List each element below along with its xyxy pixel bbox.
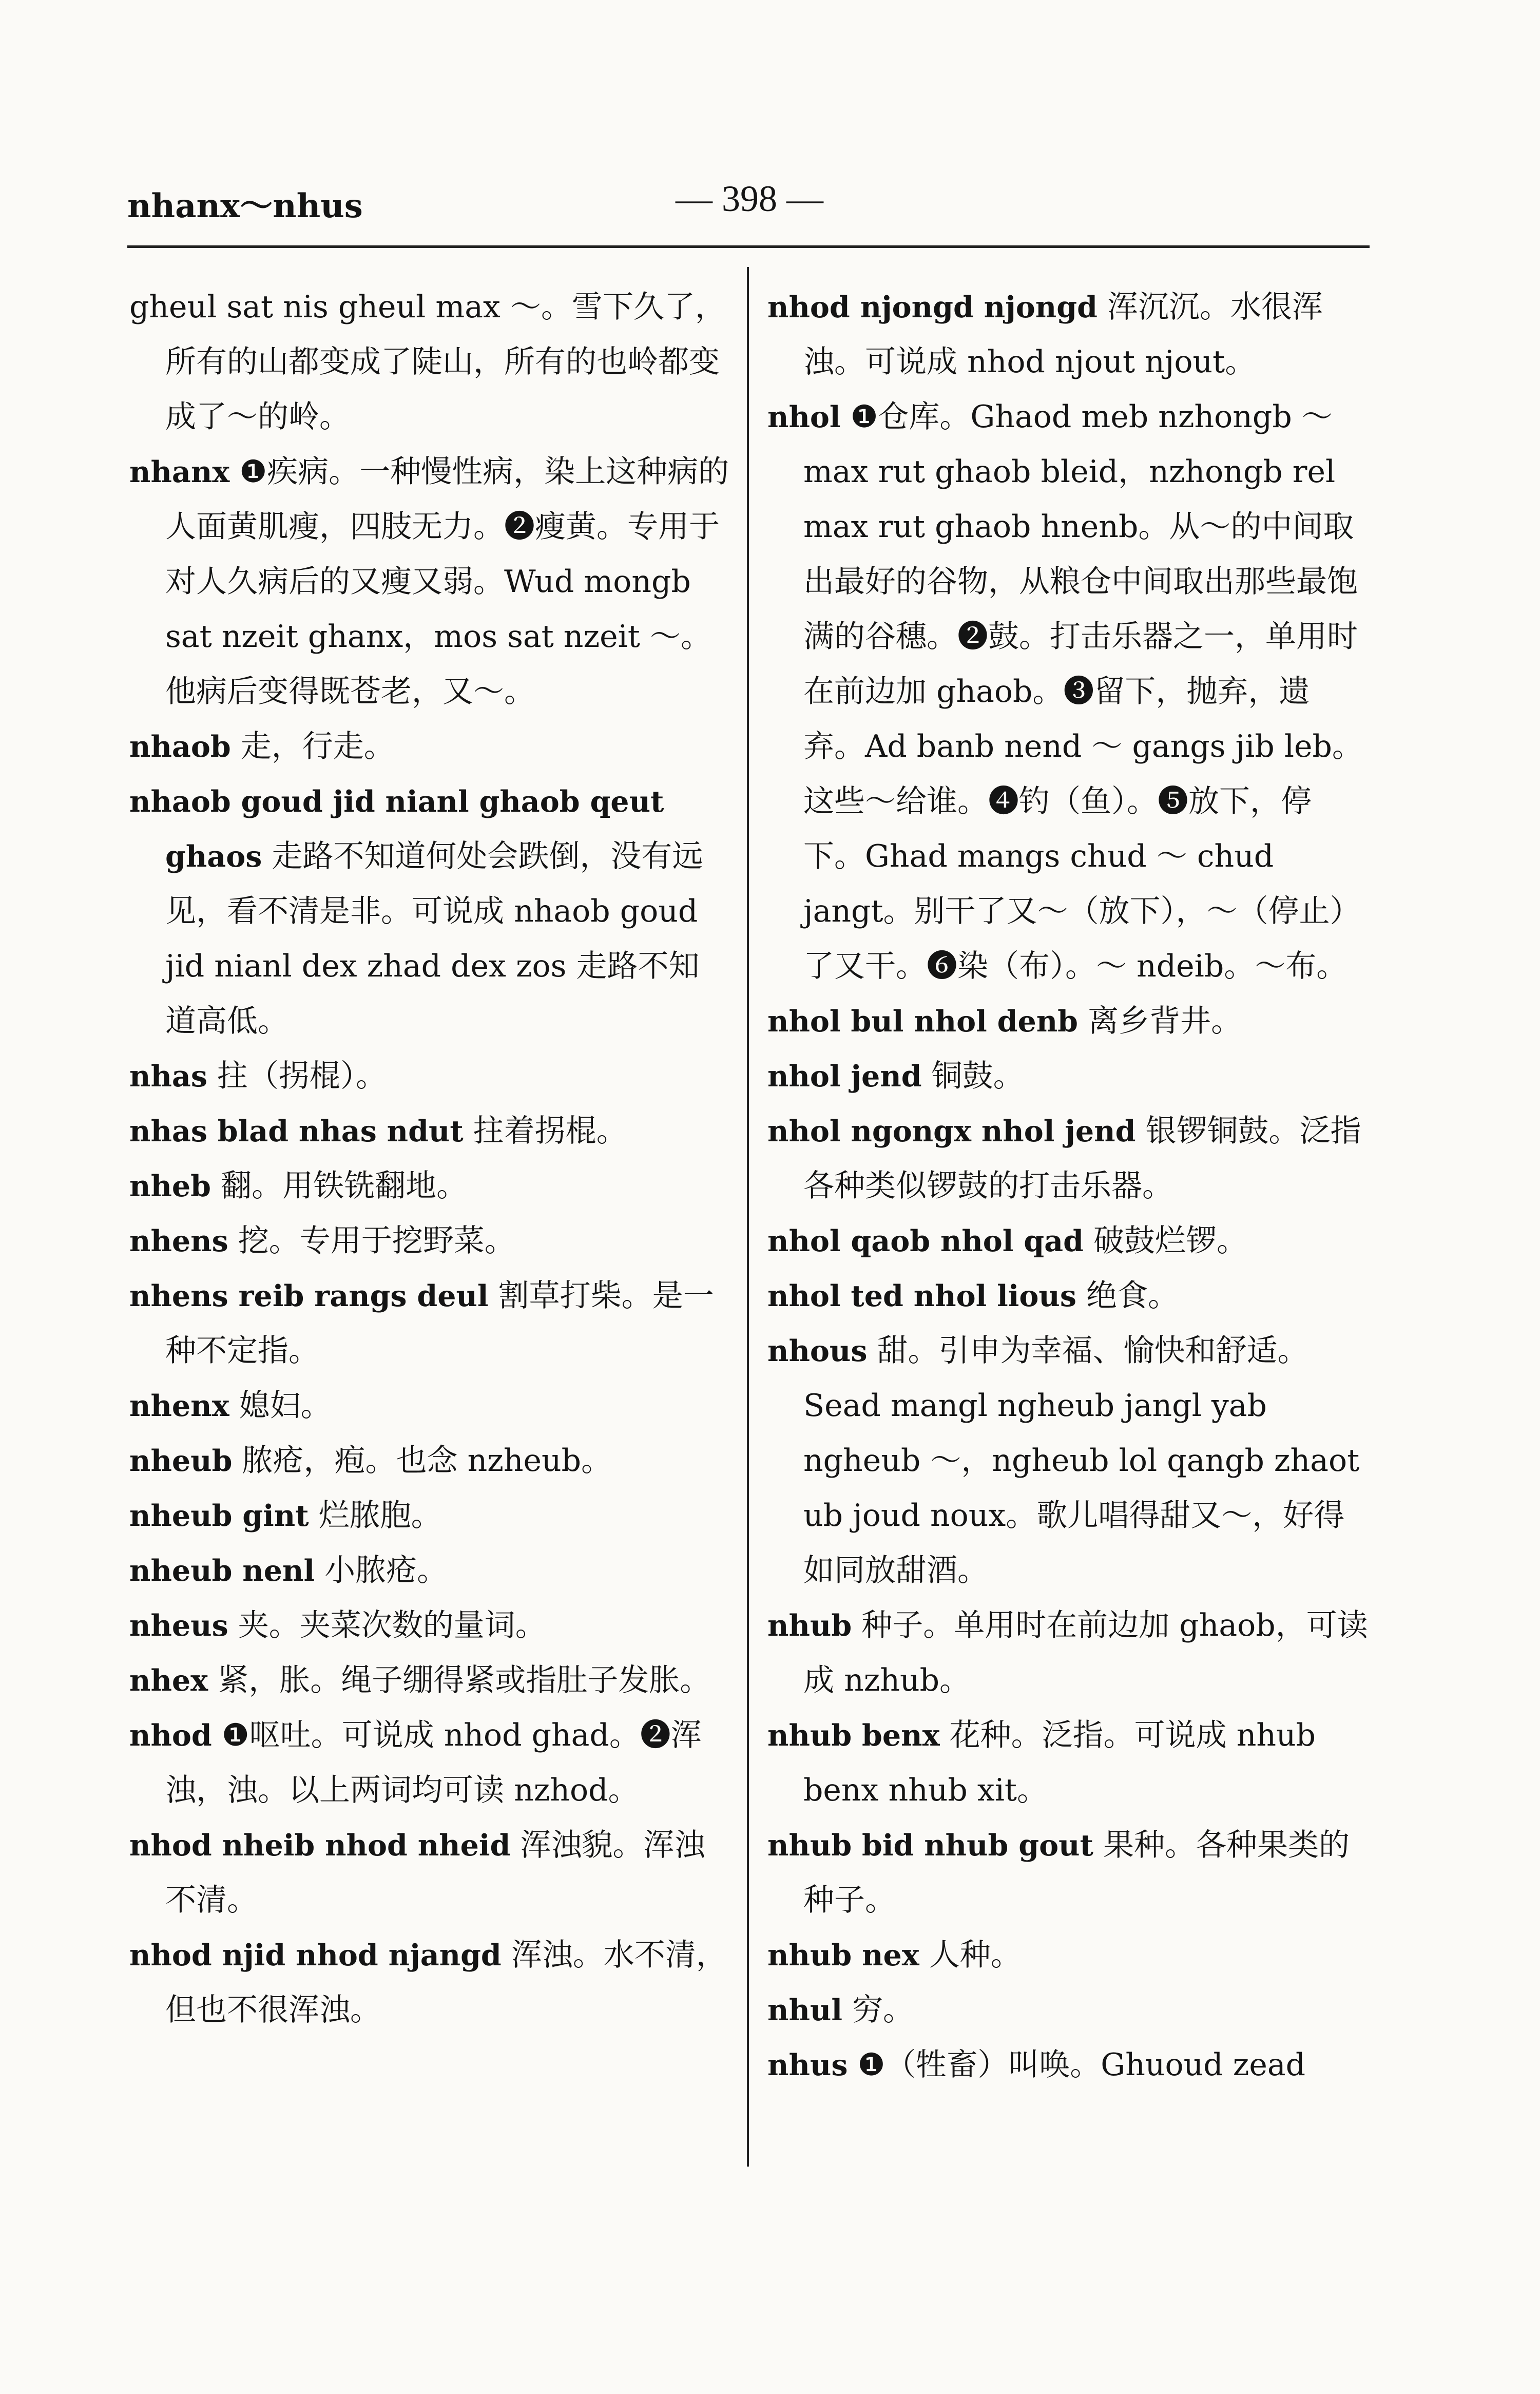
definition: 银锣铜鼓。泛指各种类似锣鼓的打击乐器。 <box>803 1113 1361 1204</box>
headword: nhub benx <box>767 1718 940 1753</box>
headword: nheus <box>129 1608 228 1643</box>
dictionary-entry <box>129 445 730 719</box>
definition: ❶仓库。Ghaod meb nzhongb ～ max rut ghaob bleid，nzhongb rel max rut ghaob hnenb。从～的中间取出最好的谷物，从粮仓中间取出那些最饱满的谷穗。❷鼓。打击乐器之一，单用时在前边加 ghaob。❸留下，抛弃，遗弃。Ad banb nend ～ gangs jib leb。这些～给谁。❹钓（鱼）。❺放下，停下。Ghad mangs chud ～ chud jangt。别干了又～（放下），～（停止）了又干。❻染（布）。～ ndeib。～布。 <box>803 399 1363 984</box>
dictionary-entry <box>767 1324 1368 1598</box>
dictionary-entry <box>129 1214 730 1269</box>
dictionary-entry <box>129 1653 730 1708</box>
dictionary-entry <box>767 280 1368 390</box>
headword: nhenx <box>129 1389 229 1423</box>
dictionary-entry <box>129 1104 730 1159</box>
definition: gheul sat nis gheul max ～。雪下久了，所有的山都变成了陡山，所有的也岭都变成了～的岭。 <box>129 289 726 435</box>
definition: 浑浊。水不清，但也不很浑浊。 <box>165 1937 727 2028</box>
definition: 小脓疮。 <box>324 1553 448 1588</box>
headword: nheub gint <box>129 1499 309 1533</box>
dictionary-entry <box>129 1488 730 1543</box>
headword: nhod njid nhod njangd <box>129 1938 502 1972</box>
headword: nhaob <box>129 730 231 764</box>
right-column <box>767 280 1368 2093</box>
headword: nhol ngongx nhol jend <box>767 1114 1136 1148</box>
definition: 铜鼓。 <box>931 1058 1024 1094</box>
page-number: — 398 — <box>676 178 823 219</box>
definition: 夹。夹菜次数的量词。 <box>238 1607 546 1643</box>
definition: 拄（拐棍）。 <box>217 1058 387 1094</box>
dictionary-entry <box>767 1214 1368 1269</box>
headword: nhol jend <box>767 1059 922 1094</box>
headword: nheub nenl <box>129 1554 315 1588</box>
headword: nheb <box>129 1169 211 1203</box>
definition: ❶呕吐。可说成 nhod ghad。❷浑浊，浊。以上两词均可读 nzhod。 <box>165 1717 702 1808</box>
headword: nhub bid nhub gout <box>767 1828 1093 1863</box>
dictionary-entry <box>129 1433 730 1488</box>
dictionary-entry <box>767 1269 1368 1324</box>
dictionary-entry <box>767 1104 1368 1214</box>
headword: nhol ted nhol lious <box>767 1279 1076 1313</box>
definition: 破鼓烂锣。 <box>1093 1223 1248 1259</box>
dictionary-entry <box>129 280 730 445</box>
headword: nhens <box>129 1224 228 1258</box>
definition: 割草打柴。是一种不定指。 <box>165 1278 714 1369</box>
dictionary-entry <box>129 1708 730 1818</box>
definition: 果种。各种果类的种子。 <box>803 1827 1350 1918</box>
headword: nhul <box>767 1993 842 2027</box>
definition: 浑沉沉。水很浑浊。可说成 nhod njout njout。 <box>803 289 1323 380</box>
definition: 脓疮，疱。也念 nzheub。 <box>242 1443 612 1479</box>
dictionary-entry <box>129 1598 730 1653</box>
definition: 走，行走。 <box>240 729 395 764</box>
dictionary-entry <box>767 994 1368 1049</box>
headword: nhas <box>129 1059 207 1094</box>
definition: 绝食。 <box>1086 1278 1179 1314</box>
column-divider <box>747 267 749 2167</box>
headword: nhol bul nhol denb <box>767 1004 1079 1039</box>
definition: ❶疾病。一种慢性病，染上这种病的人面黄肌瘦，四肢无力。❷瘦黄。专用于对人久病后的又瘦又弱。Wud mongb sat nzeit ghanx，mos sat nzeit ～。他病后变得既苍老，又～。 <box>165 454 729 710</box>
headword: nhus <box>767 2048 848 2082</box>
dictionary-entry <box>129 1928 730 2038</box>
definition: 走路不知道何处会跌倒，没有远见，看不清是非。可说成 nhaob goud jid nianl dex zhad dex zos 走路不知道高低。 <box>165 838 703 1039</box>
header-rule <box>127 245 1370 248</box>
dictionary-entry <box>767 2038 1368 2093</box>
dictionary-entry <box>129 719 730 774</box>
definition: 人种。 <box>929 1937 1022 1973</box>
dictionary-entry <box>767 1983 1368 2038</box>
page-header <box>0 0 1540 288</box>
headword: nhex <box>129 1663 208 1698</box>
headword: nhub nex <box>767 1938 919 1972</box>
dictionary-entry <box>129 774 730 1049</box>
dictionary-entry <box>129 1269 730 1378</box>
headword: nheub <box>129 1444 233 1478</box>
headword: nhous <box>767 1334 868 1368</box>
left-column <box>129 280 730 2038</box>
dictionary-entry <box>767 390 1368 994</box>
definition: 媳妇。 <box>239 1388 332 1424</box>
dictionary-entry <box>129 1049 730 1104</box>
headword: nhanx <box>129 455 230 489</box>
dictionary-entry <box>129 1378 730 1433</box>
running-head: nhanx～nhus <box>127 187 363 225</box>
definition: 离乡背井。 <box>1088 1003 1242 1039</box>
definition: ❶（牲畜）叫唤。Ghuoud zead <box>857 2047 1306 2083</box>
headword: nhub <box>767 1608 852 1643</box>
headword: nhod njongd njongd <box>767 290 1098 324</box>
headword: nhas blad nhas ndut <box>129 1114 464 1148</box>
dictionary-entry <box>767 1708 1368 1818</box>
definition: 种子。单用时在前边加 ghaob，可读成 nzhub。 <box>803 1607 1368 1698</box>
headword: nhol <box>767 400 841 434</box>
dictionary-entry <box>767 1928 1368 1983</box>
headword: nhod nheib nhod nheid <box>129 1828 511 1863</box>
dictionary-entry <box>129 1543 730 1598</box>
definition: 翻。用铁铣翻地。 <box>221 1168 468 1204</box>
dictionary-entry <box>129 1818 730 1928</box>
definition: 烂脓胞。 <box>318 1498 442 1534</box>
dictionary-entry <box>767 1049 1368 1104</box>
definition: 浑浊貌。浑浊不清。 <box>165 1827 705 1918</box>
dictionary-entry <box>767 1598 1368 1708</box>
definition: 拄着拐棍。 <box>473 1113 627 1149</box>
definition: 紧，胀。绳子绷得紧或指肚子发胀。 <box>218 1662 711 1698</box>
headword: nhod <box>129 1718 212 1753</box>
headword: nhens reib rangs deul <box>129 1279 489 1313</box>
definition: 挖。专用于挖野菜。 <box>238 1223 515 1259</box>
definition: 甜。引申为幸福、愉快和舒适。Sead mangl ngheub jangl yab ngheub ～，ngheub lol qangb zhaot ub joud noux。歌儿唱得甜又～，好得如同放甜酒。 <box>803 1333 1360 1588</box>
definition: 花种。泛指。可说成 nhub benx nhub xit。 <box>803 1717 1316 1808</box>
definition: 穷。 <box>852 1992 914 2028</box>
dictionary-entry <box>767 1818 1368 1928</box>
dictionary-entry <box>129 1159 730 1214</box>
headword: nhol qaob nhol qad <box>767 1224 1084 1258</box>
headword: nhaob goud jid nianl ghaob qeut ghaos <box>129 784 664 874</box>
